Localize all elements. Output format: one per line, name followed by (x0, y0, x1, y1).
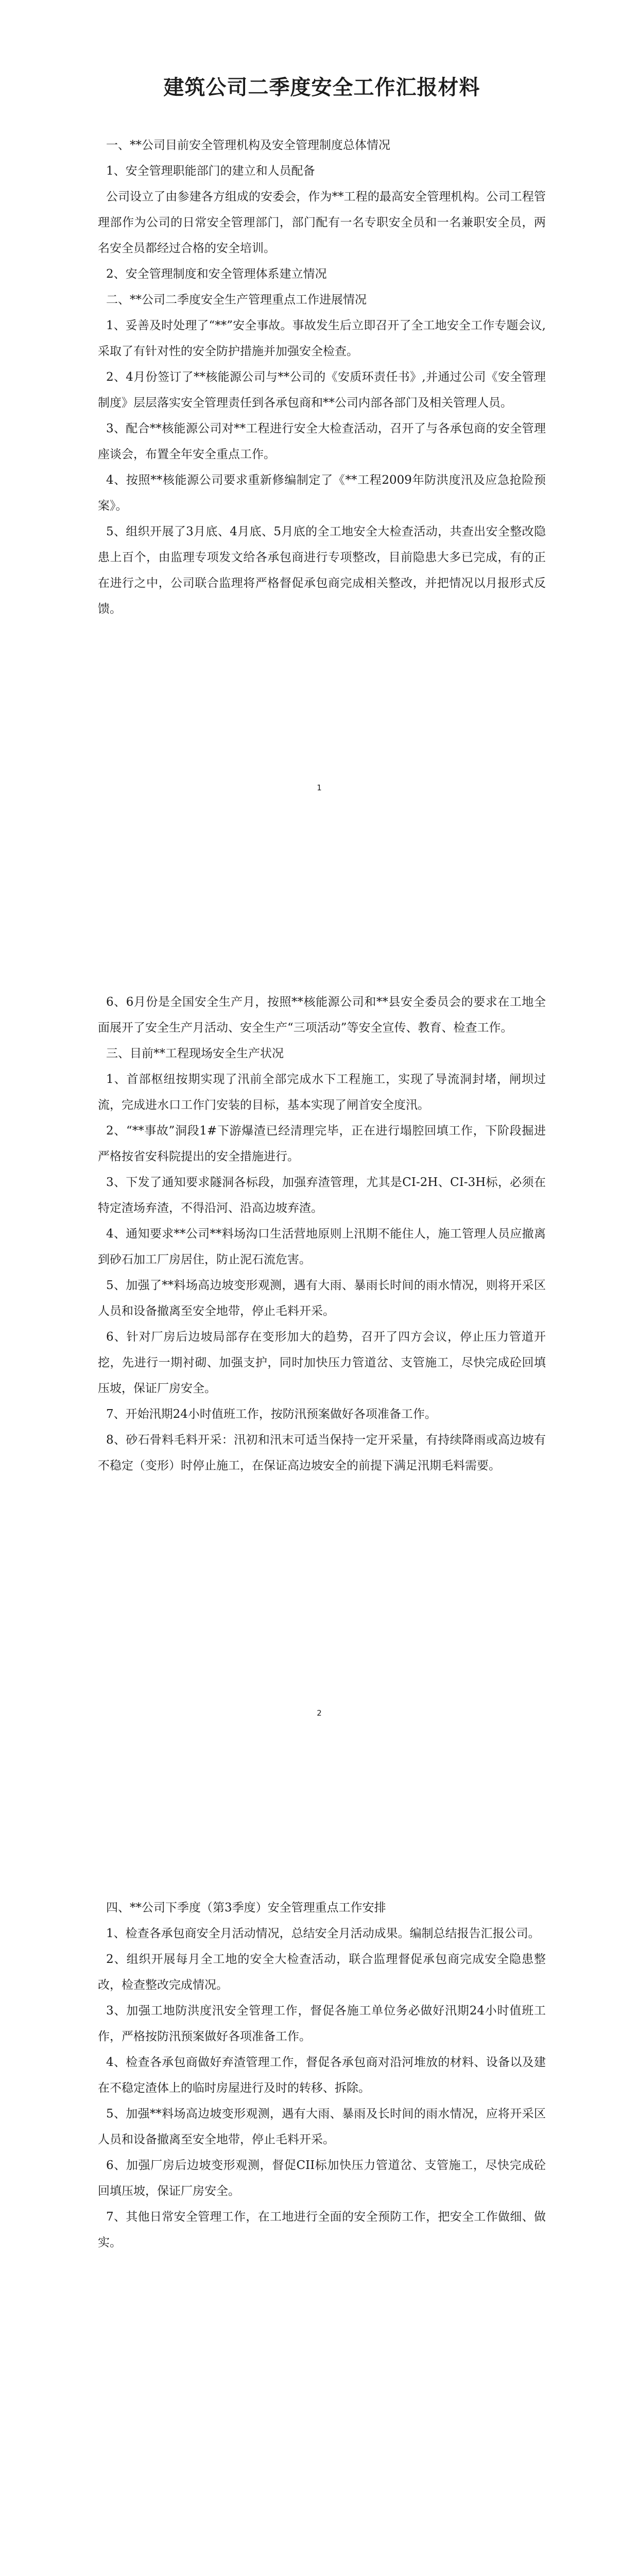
paragraph: 1、妥善及时处理了“**”安全事故。事故发生后立即召开了全工地安全工作专题会议,采取了有针对性的安全防护措施并加强安全检查。 (98, 319, 546, 358)
paragraph: 8、砂石骨料毛料开采：汛初和汛末可适当保持一定开采量，有持续降雨或高边坡有不稳定（变形）时停止施工，在保证高边坡安全的前提下满足汛期毛料需要。 (98, 1433, 546, 1472)
paragraph: 4、检查各承包商做好弃渣管理工作，督促各承包商对沿河堆放的材料、设备以及建在不稳定渣体上的临时房屋进行及时的转移、拆除。 (98, 2056, 546, 2095)
page-2-content (98, 989, 546, 1479)
paragraph: 6、6月份是全国安全生产月，按照**核能源公司和**县安全委员会的要求在工地全面展开了安全生产月活动、安全生产“三项活动”等安全宣传、教育、检查工作。 (98, 995, 546, 1035)
page-3 (0, 1807, 639, 2576)
paragraph: 2、4月份签订了**核能源公司与**公司的《安质环责任书》,并通过公司《安全管理制度》层层落实安全管理责任到各承包商和**公司内部各部门及相关管理人员。 (98, 370, 546, 410)
section-heading-3: 三、目前**工程现场安全生产状况 (106, 1047, 284, 1060)
paragraph: 2、组织开展每月全工地的安全大检查活动，联合监理督促承包商完成安全隐患整改，检查整改完成情况。 (98, 1953, 546, 1992)
page-1-content (98, 71, 546, 622)
document-title: 建筑公司二季度安全工作汇报材料 (163, 76, 480, 99)
paragraph: 4、按照**核能源公司要求重新修编制定了《**工程2009年防洪度汛及应急抢险预案》。 (98, 473, 546, 513)
page-number: 2 (317, 1708, 322, 1718)
section-heading-1: 一、**公司目前安全管理机构及安全管理制度总体情况 (106, 139, 390, 152)
subsection-heading: 1、安全管理职能部门的建立和人员配备 (106, 164, 315, 178)
paragraph: 3、加强工地防洪度汛安全管理工作，督促各施工单位务必做好汛期24小时值班工作，严格按防汛预案做好各项准备工作。 (98, 2004, 546, 2043)
paragraph: 3、配合**核能源公司对**工程进行安全大检查活动，召开了与各承包商的安全管理座谈会，布置全年安全重点工作。 (98, 422, 546, 461)
page-1 (0, 0, 639, 904)
paragraph: 5、组织开展了3月底、4月底、5月底的全工地安全大检查活动，共查出安全整改隐患上百个，由监理专项发文给各承包商进行专项整改，目前隐患大多已完成，有的正在进行之中，公司联合监理将严格督促承包商完成相关整改，并把情况以月报形式反馈。 (98, 525, 546, 616)
paragraph: 1、首部枢纽按期实现了汛前全部完成水下工程施工，实现了导流洞封堵，闸坝过流，完成进水口工作门安装的目标，基本实现了闸首安全度汛。 (98, 1073, 546, 1112)
paragraph: 公司设立了由参建各方组成的安委会，作为**工程的最高安全管理机构。公司工程管理部作为公司的日常安全管理部门，部门配有一名专职安全员和一名兼职安全员，两名安全员都经过合格的安全培训。 (98, 190, 546, 255)
paragraph: 5、加强**料场高边坡变形观测，遇有大雨、暴雨及长时间的雨水情况，应将开采区人员和设备撤离至安全地带，停止毛料开采。 (98, 2107, 546, 2146)
paragraph: 3、下发了通知要求隧洞各标段，加强弃渣管理，尤其是CI-2H、CI-3H标，必须在特定渣场弃渣，不得沿河、沿高边坡弃渣。 (98, 1176, 546, 1215)
paragraph: 6、针对厂房后边坡局部存在变形加大的趋势，召开了四方会议，停止压力管道开挖，先进行一期衬砌、加强支护，同时加快压力管道岔、支管施工，尽快完成砼回填压坡，保证厂房安全。 (98, 1330, 546, 1395)
page-3-content (98, 1895, 546, 2256)
paragraph: 5、加强了**料场高边坡变形观测，遇有大雨、暴雨长时间的雨水情况，则将开采区人员和设备撤离至安全地带，停止毛料开采。 (98, 1279, 546, 1318)
paragraph: 6、加强厂房后边坡变形观测，督促CII标加快压力管道岔、支管施工，尽快完成砼回填压坡，保证厂房安全。 (98, 2159, 546, 2198)
page-2 (0, 904, 639, 1807)
paragraph: 7、开始汛期24小时值班工作，按防汛预案做好各项准备工作。 (106, 1408, 437, 1421)
section-heading-4: 四、**公司下季度（第3季度）安全管理重点工作安排 (106, 1901, 386, 1914)
paragraph: 2、“**事故”洞段1#下游爆渣已经清理完毕，正在进行塌腔回填工作，下阶段掘进严格按省安科院提出的安全措施进行。 (98, 1124, 546, 1163)
page-number: 1 (317, 783, 322, 792)
paragraph: 1、检查各承包商安全月活动情况，总结安全月活动成果。编制总结报告汇报公司。 (106, 1927, 540, 1940)
section-heading-2: 二、**公司二季度安全生产管理重点工作进展情况 (106, 293, 367, 307)
paragraph: 4、通知要求**公司**料场沟口生活营地原则上汛期不能住人，施工管理人员应撤离到砂石加工厂房居住，防止泥石流危害。 (98, 1227, 546, 1266)
subsection-heading: 2、安全管理制度和安全管理体系建立情况 (106, 267, 327, 281)
paragraph: 7、其他日常安全管理工作，在工地进行全面的安全预防工作，把安全工作做细、做实。 (98, 2210, 546, 2249)
